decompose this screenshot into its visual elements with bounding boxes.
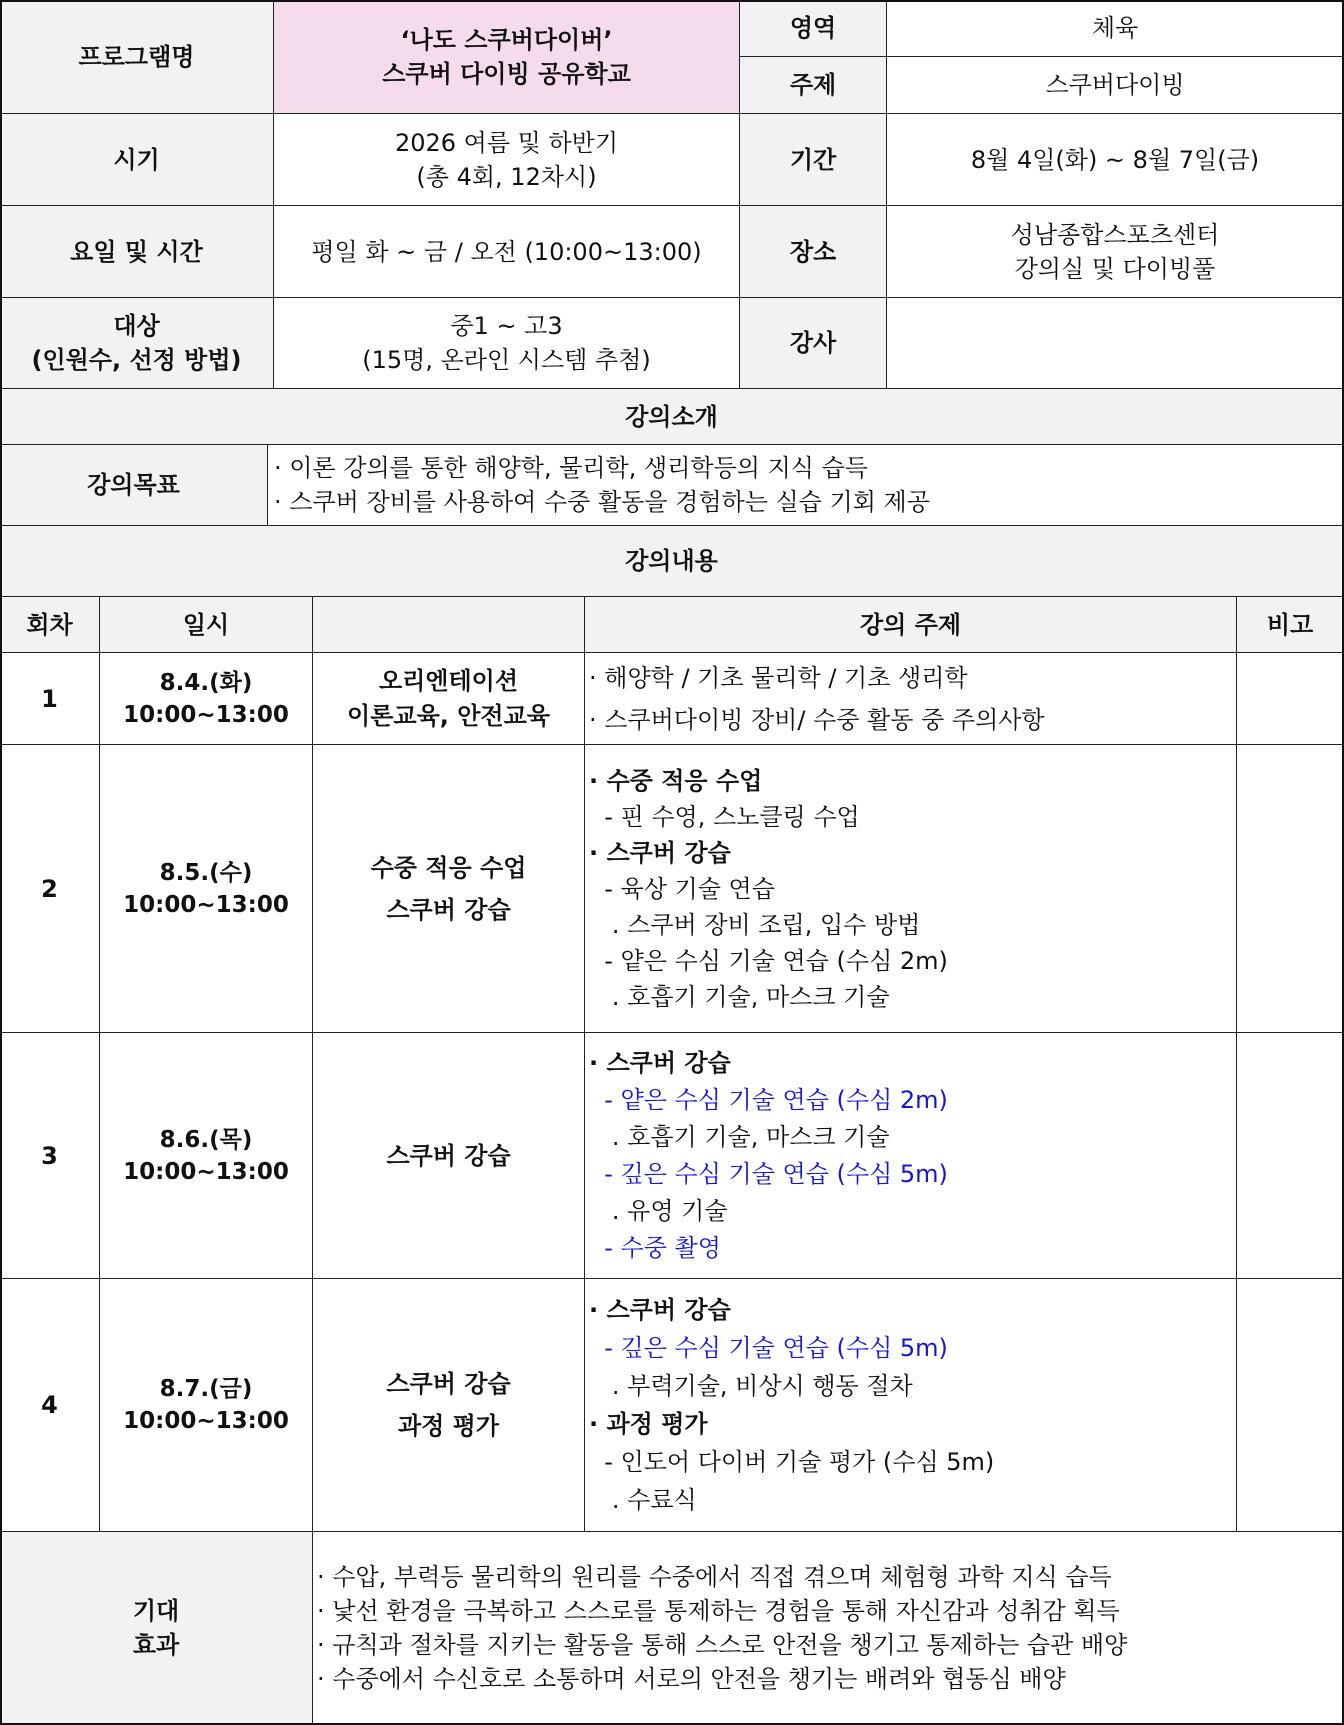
session-date-cell xyxy=(100,1033,313,1279)
topic-line: . 수료식 xyxy=(589,1486,697,1514)
target-label-cell xyxy=(0,298,274,389)
program-label-cell xyxy=(0,0,274,114)
topic-value: 스쿠버다이빙 xyxy=(1045,71,1185,99)
topic-line: - 인도어 다이버 기술 평가 (수심 5m) xyxy=(589,1448,995,1476)
session-topics-cell xyxy=(585,653,1237,745)
topic-line: . 유영 기술 xyxy=(589,1196,728,1225)
effect-item: · 규칙과 절차를 지키는 활동을 통해 스스로 안전을 챙기고 통제하는 습관 배양 xyxy=(317,1631,1128,1659)
effect-item: · 수중에서 수신호로 소통하며 서로의 안전을 챙기는 배려와 협동심 배양 xyxy=(317,1665,1066,1693)
session-date-cell xyxy=(100,653,313,745)
session-num-cell xyxy=(0,1279,100,1532)
topic-line: · 스쿠버 강습 xyxy=(589,838,731,867)
season-label: 시기 xyxy=(113,145,160,174)
target-label-line1: 대상 xyxy=(113,312,160,340)
session-title-line: 수중 적응 수업 xyxy=(370,853,527,882)
session-topics-cell xyxy=(585,1279,1237,1532)
period-label-cell xyxy=(740,114,887,206)
period-label: 기간 xyxy=(789,145,837,174)
topic-line: - 깊은 수심 기술 연습 (수심 5m) xyxy=(589,1159,948,1188)
session-date: 8.5.(수) xyxy=(159,859,253,886)
target-line1: 중1 ~ 고3 xyxy=(450,312,563,340)
header-session: 회차 xyxy=(26,610,73,639)
intro-section-title: 강의소개 xyxy=(625,402,718,431)
time-value: 평일 화 ~ 금 / 오전 (10:00~13:00) xyxy=(311,237,702,266)
session-date-cell xyxy=(100,745,313,1033)
area-label: 영역 xyxy=(789,14,837,42)
place-line2: 강의실 및 다이빙풀 xyxy=(1014,254,1216,283)
session-date: 8.6.(목) xyxy=(159,1126,253,1153)
session-title-line: 이론교육, 안전교육 xyxy=(347,701,550,730)
header-note: 비고 xyxy=(1266,610,1314,639)
time-label-cell xyxy=(0,206,274,298)
session-title-cell xyxy=(313,745,585,1033)
topic-label: 주제 xyxy=(789,71,837,99)
session-title-cell xyxy=(313,1033,585,1279)
header-date-cell xyxy=(100,597,313,653)
topic-line: . 부력기술, 비상시 행동 절차 xyxy=(589,1372,913,1400)
session-date: 8.4.(화) xyxy=(159,669,253,696)
place-value-cell xyxy=(887,206,1344,298)
season-line2: (총 4회, 12차시) xyxy=(416,162,597,191)
season-line1: 2026 여름 및 하반기 xyxy=(394,128,619,157)
season-label-cell xyxy=(0,114,274,206)
target-line2: (15명, 온라인 시스템 추첨) xyxy=(362,346,651,374)
effects-label-line1: 기대 xyxy=(132,1597,180,1625)
effect-item: · 낯선 환경을 극복하고 스스로를 통제하는 경험을 통해 자신감과 성취감 획득 xyxy=(317,1597,1120,1625)
topic-line: . 호흡기 기술, 마스크 기술 xyxy=(589,982,890,1011)
target-value-cell xyxy=(274,298,740,389)
program-label: 프로그램명 xyxy=(78,42,195,71)
header-title-cell xyxy=(313,597,585,653)
area-label-cell xyxy=(740,0,887,57)
session-num: 4 xyxy=(41,1391,58,1419)
session-num-cell xyxy=(0,1033,100,1279)
session-num-cell xyxy=(0,745,100,1033)
session-title-cell xyxy=(313,1279,585,1532)
header-date: 일시 xyxy=(182,610,230,639)
instructor-label-cell xyxy=(740,298,887,389)
goal-list-cell xyxy=(268,445,1344,526)
effect-item: · 수압, 부력등 물리학의 원리를 수중에서 직접 겪으며 체험형 과학 지식 습득 xyxy=(317,1563,1112,1591)
topic-label-cell xyxy=(740,57,887,114)
session-note-cell xyxy=(1237,1033,1344,1279)
session-num-cell xyxy=(0,653,100,745)
session-time: 10:00~13:00 xyxy=(123,891,289,918)
time-label: 요일 및 시간 xyxy=(70,237,203,266)
topic-line: · 수중 적응 수업 xyxy=(589,766,763,795)
topic-line: - 얕은 수심 기술 연습 (수심 2m) xyxy=(589,1085,948,1114)
session-num: 1 xyxy=(41,684,58,713)
goal-item: · 이론 강의를 통한 해양학, 물리학, 생리학등의 지식 습득 xyxy=(274,454,868,482)
content-section-title: 강의내용 xyxy=(625,547,718,575)
session-num: 2 xyxy=(41,874,58,903)
topic-line: - 얕은 수심 기술 연습 (수심 2m) xyxy=(589,946,948,975)
effects-list-cell xyxy=(313,1532,1344,1725)
time-value-cell xyxy=(274,206,740,298)
target-label-line2: (인원수, 선정 방법) xyxy=(31,346,242,374)
topic-line: - 수중 촬영 xyxy=(589,1233,721,1262)
session-time: 10:00~13:00 xyxy=(123,1158,289,1185)
header-session-cell xyxy=(0,597,100,653)
topic-line: . 스쿠버 장비 조립, 입수 방법 xyxy=(589,910,921,939)
session-date-cell xyxy=(100,1279,313,1532)
topic-line: · 스쿠버 강습 xyxy=(589,1296,731,1324)
session-time: 10:00~13:00 xyxy=(123,701,289,728)
header-topic: 강의 주제 xyxy=(859,610,962,639)
place-label: 장소 xyxy=(789,237,837,266)
session-title-line: 과정 평가 xyxy=(397,1412,500,1440)
session-num: 3 xyxy=(41,1141,58,1170)
topic-line: - 핀 수영, 스노클링 수업 xyxy=(589,802,860,831)
program-name-line1: ‘나도 스쿠버다이버’ xyxy=(400,25,613,54)
intro-section-title-cell xyxy=(0,389,1344,445)
place-label-cell xyxy=(740,206,887,298)
header-topic-cell xyxy=(585,597,1237,653)
session-title-line: 오리엔테이션 xyxy=(378,666,519,695)
content-section-title-cell xyxy=(0,526,1344,597)
topic-line: · 스쿠버다이빙 장비/ 수중 활동 중 주의사항 xyxy=(589,705,1045,734)
session-topics-cell xyxy=(585,1033,1237,1279)
session-title-line: 스쿠버 강습 xyxy=(386,1370,511,1398)
session-topics-cell xyxy=(585,745,1237,1033)
session-note-cell xyxy=(1237,1279,1344,1532)
session-date: 8.7.(금) xyxy=(159,1376,253,1402)
session-time: 10:00~13:00 xyxy=(123,1408,289,1434)
place-line1: 성남종합스포츠센터 xyxy=(1010,220,1220,249)
instructor-value-cell xyxy=(887,298,1344,389)
area-value-cell xyxy=(887,0,1344,57)
area-value: 체육 xyxy=(1091,14,1139,42)
instructor-label: 강사 xyxy=(789,329,837,357)
effects-label-line2: 효과 xyxy=(132,1631,180,1659)
session-note-cell xyxy=(1237,745,1344,1033)
period-value-cell xyxy=(887,114,1344,206)
session-note-cell xyxy=(1237,653,1344,745)
goal-label: 강의목표 xyxy=(87,471,180,499)
program-name-cell xyxy=(274,0,740,114)
period-value: 8월 4일(화) ~ 8월 7일(금) xyxy=(970,145,1260,174)
program-name-line2: 스쿠버 다이빙 공유학교 xyxy=(382,59,631,88)
goal-label-cell xyxy=(0,445,268,526)
goal-item: · 스쿠버 장비를 사용하여 수중 활동을 경험하는 실습 기회 제공 xyxy=(274,488,930,516)
topic-line: · 스쿠버 강습 xyxy=(589,1048,731,1077)
topic-value-cell xyxy=(887,57,1344,114)
season-value-cell xyxy=(274,114,740,206)
topic-line: . 호흡기 기술, 마스크 기술 xyxy=(589,1122,890,1151)
session-title-cell xyxy=(313,653,585,745)
topic-line: · 해양학 / 기초 물리학 / 기초 생리학 xyxy=(589,663,968,692)
topic-line: · 과정 평가 xyxy=(589,1410,708,1438)
session-title-line: 스쿠버 강습 xyxy=(386,895,511,924)
session-title-line: 스쿠버 강습 xyxy=(386,1141,511,1170)
topic-line: - 깊은 수심 기술 연습 (수심 5m) xyxy=(589,1334,948,1362)
effects-label-cell xyxy=(0,1532,313,1725)
header-note-cell xyxy=(1237,597,1344,653)
topic-line: - 육상 기술 연습 xyxy=(589,874,775,903)
